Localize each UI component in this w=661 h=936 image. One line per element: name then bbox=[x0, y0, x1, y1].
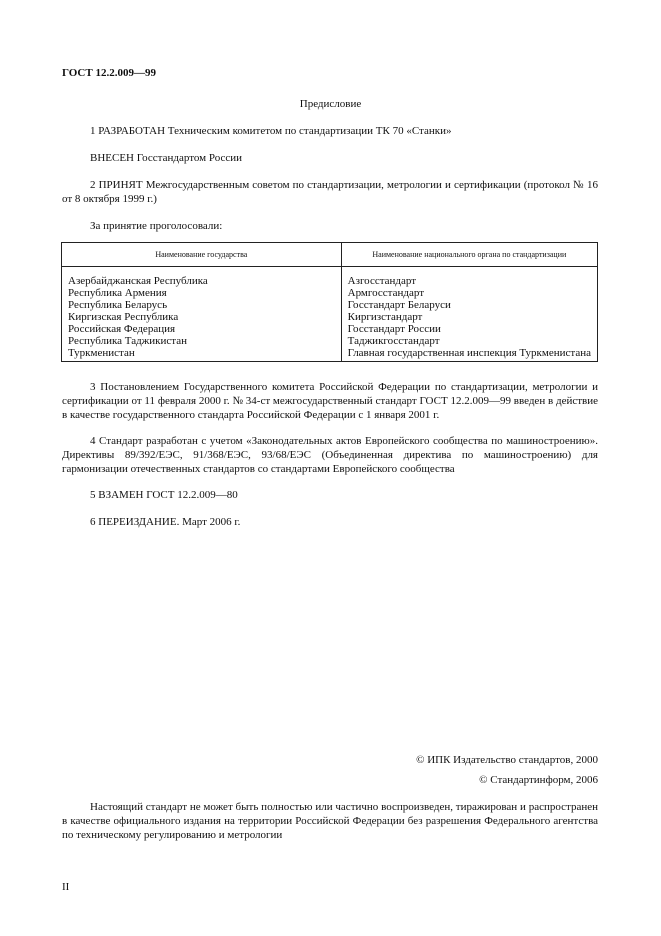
body-column bbox=[341, 267, 597, 362]
table-cell-body: Киргизстандарт bbox=[347, 311, 423, 323]
paragraph-voted: За принятие проголосовали: bbox=[90, 220, 223, 232]
table-cell-body: Армгосстандарт bbox=[347, 287, 425, 299]
state-column bbox=[62, 267, 342, 362]
table-cell-state: Республика Армения bbox=[68, 287, 167, 299]
table-cell-body: Азгосстандарт bbox=[347, 275, 417, 287]
table-cell-state: Киргизская Республика bbox=[68, 311, 179, 323]
paragraph-directives: 4 Стандарт разработан с учетом «Законодательных актов Европейского сообщества по машиностроению». Директивы 89/392/ЕЭС, 91/368/ЕЭС, 93/68/ЕЭС (Объединенная директива по машиностроению) для гармонизации отечественных стандартов со стандартами Европейского сообщества bbox=[62, 435, 598, 475]
table-header-body: Наименование национального органа по стандартизации bbox=[341, 243, 597, 267]
copyright-ipk: © ИПК Издательство стандартов, 2000 bbox=[416, 754, 598, 766]
voting-table bbox=[61, 242, 598, 362]
page-number: II bbox=[62, 881, 70, 893]
table-cell-body: Таджикгосстандарт bbox=[347, 335, 440, 347]
table-header-state: Наименование государства bbox=[62, 243, 342, 267]
table-cell-state: Российская Федерация bbox=[68, 323, 176, 335]
reproduction-notice: Настоящий стандарт не может быть полностью или частично воспроизведен, тиражирован и распространен в качестве официального издания на территории Российской Федерации без разрешения Федерального агентства по техническому регулированию и метрологии bbox=[62, 801, 598, 841]
standard-code: ГОСТ 12.2.009—99 bbox=[62, 67, 156, 79]
paragraph-reissue: 6 ПЕРЕИЗДАНИЕ. Март 2006 г. bbox=[90, 516, 241, 528]
copyright-standartinform: © Стандартинформ, 2006 bbox=[479, 774, 598, 786]
table-cell-body: Главная государственная инспекция Туркменистана bbox=[347, 347, 591, 359]
paragraph-replaces: 5 ВЗАМЕН ГОСТ 12.2.009—80 bbox=[90, 489, 238, 501]
paragraph-adopted: 2 ПРИНЯТ Межгосударственным советом по стандартизации, метрологии и сертификации (протокол № 16 от 8 октября 1999 г.) bbox=[62, 179, 598, 205]
paragraph-developed: 1 РАЗРАБОТАН Техническим комитетом по стандартизации ТК 70 «Станки» bbox=[90, 125, 452, 137]
table-cell-state: Азербайджанская Республика bbox=[68, 275, 208, 287]
paragraph-introduced: ВНЕСЕН Госстандартом России bbox=[90, 152, 243, 164]
page-title: Предисловие bbox=[299, 98, 362, 110]
table-row bbox=[62, 267, 598, 362]
table-header-row bbox=[62, 243, 598, 267]
table-cell-state: Республика Таджикистан bbox=[68, 335, 187, 347]
paragraph-resolution: 3 Постановлением Государственного комитета Российской Федерации по стандартизации, метрологии и сертификации от 11 февраля 2000 г. № 34-ст межгосударственный стандарт ГОСТ 12.2.009—99 введен в действие в качестве государственного стандарта Российской Федерации с 1 января 2001 г. bbox=[62, 381, 598, 421]
table-cell-state: Республика Беларусь bbox=[68, 299, 168, 311]
table-cell-body: Госстандарт России bbox=[347, 323, 441, 335]
table-cell-body: Госстандарт Беларуси bbox=[347, 299, 451, 311]
table-cell-state: Туркменистан bbox=[68, 347, 135, 359]
